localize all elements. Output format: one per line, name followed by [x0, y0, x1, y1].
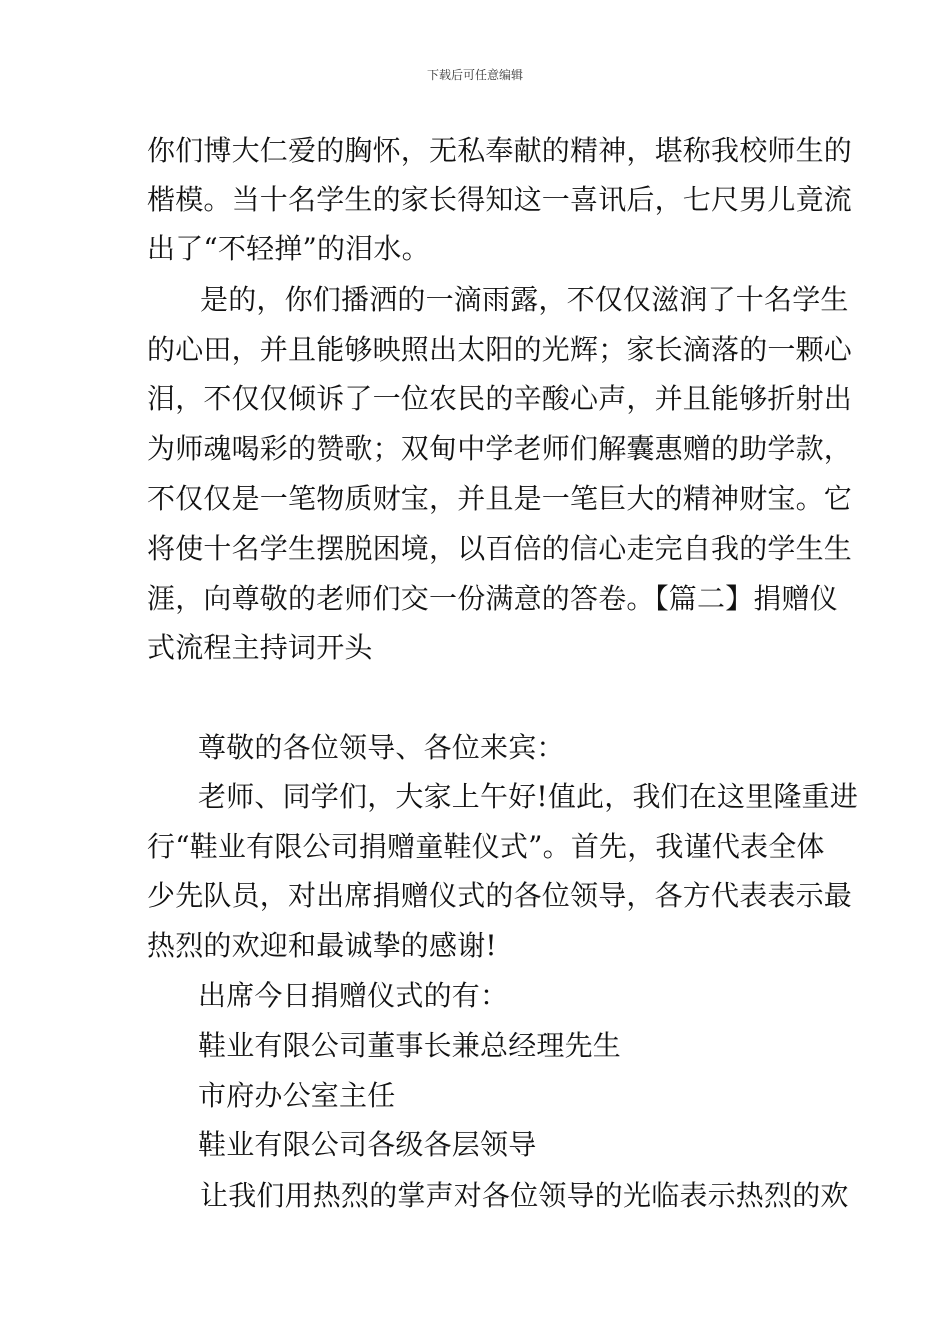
text-line: 你们博大仁爱的胸怀，无私奉献的精神，堪称我校师生的 — [147, 134, 853, 167]
text-line: 出了“不轻掸”的泪水。 — [147, 232, 430, 265]
text-line: 是的，你们播洒的一滴雨露，不仅仅滋润了十名学生 — [200, 283, 849, 316]
text-line: 将使十名学生摆脱困境，以百倍的信心走完自我的学生生 — [147, 532, 853, 565]
page-header: 下载后可任意编辑 — [426, 68, 523, 82]
text-line: 鞋业有限公司董事长兼总经理先生 — [198, 1029, 622, 1062]
text-line: 行“鞋业有限公司捐赠童鞋仪式”。首先，我谨代表全体 — [147, 830, 825, 863]
text-line: 涯，向尊敬的老师们交一份满意的答卷。【篇二】捐赠仪 — [147, 582, 839, 615]
text-line: 鞋业有限公司各级各层领导 — [198, 1128, 537, 1161]
text-line: 少先队员，对出席捐赠仪式的各位领导，各方代表表示最 — [147, 879, 853, 912]
text-line: 泪，不仅仅倾诉了一位农民的辛酸心声，并且能够折射出 — [147, 382, 853, 415]
text-line: 让我们用热烈的掌声对各位领导的光临表示热烈的欢 — [200, 1179, 849, 1212]
text-line: 热烈的欢迎和最诚挚的感谢! — [147, 929, 497, 962]
text-line: 楷模。当十名学生的家长得知这一喜讯后，七尺男儿竟流 — [147, 183, 853, 216]
text-line: 的心田，并且能够映照出太阳的光辉；家长滴落的一颗心 — [147, 333, 853, 366]
text-line: 市府办公室主任 — [198, 1079, 396, 1112]
text-line: 出席今日捐赠仪式的有： — [198, 979, 509, 1012]
text-line: 尊敬的各位领导、各位来宾： — [198, 731, 565, 764]
text-line: 不仅仅是一笔物质财宝，并且是一笔巨大的精神财宝。它 — [147, 482, 853, 515]
text-line: 老师、同学们，大家上午好!值此，我们在这里隆重进 — [198, 780, 859, 813]
text-line: 为师魂喝彩的赞歌；双甸中学老师们解囊惠赠的助学款， — [147, 432, 853, 465]
text-line: 式流程主持词开头 — [147, 631, 373, 664]
